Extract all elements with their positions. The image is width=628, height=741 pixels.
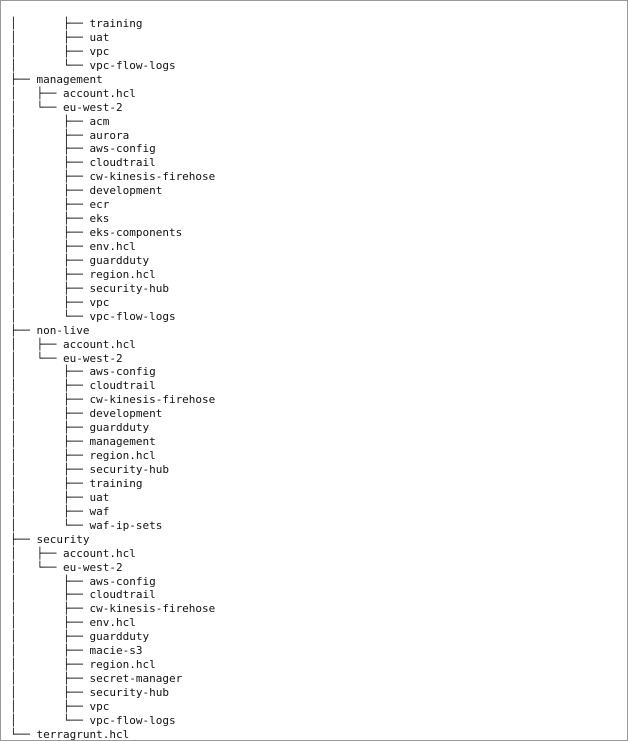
tree-line: │ ├── secret-manager [10,672,183,686]
tree-line: ├── non-live [10,323,90,337]
tree-line: │ └── eu-west-2 [10,351,123,365]
tree-line: │ ├── aws-config [10,574,156,588]
tree-line: │ ├── training [10,17,143,30]
tree-line: │ ├── eks [10,212,110,226]
tree-line: │ └── vpc-flow-logs [10,58,176,72]
tree-line: │ ├── account.hcl [10,86,136,100]
tree-line: └── terragrunt.hcl [10,727,130,741]
tree-line: │ ├── account.hcl [10,546,136,560]
tree-line: │ ├── cloudtrail [10,379,156,393]
tree-line: │ ├── account.hcl [10,337,136,351]
tree-line: │ ├── cw-kinesis-firehose [10,170,216,184]
tree-line: │ ├── management [10,435,156,449]
tree-line: │ ├── vpc [10,44,110,58]
tree-line: │ ├── uat [10,30,110,44]
tree-line: ├── management [10,72,103,86]
tree-line: │ ├── aurora [10,128,130,142]
tree-line: │ ├── cloudtrail [10,588,156,602]
tree-line: │ ├── macie-s3 [10,644,143,658]
tree-line: │ └── eu-west-2 [10,100,123,114]
tree-line: │ ├── env.hcl [10,240,136,253]
tree-line: ├── security [10,532,90,546]
tree-line: │ ├── cw-kinesis-firehose [10,602,216,616]
tree-line: │ └── vpc-flow-logs [10,309,176,323]
tree-line: │ ├── security-hub [10,686,169,699]
tree-line: │ ├── env.hcl [10,616,136,630]
tree-line: │ ├── waf [10,504,110,518]
tree-line: │ ├── region.hcl [10,658,156,672]
tree-line: │ ├── security-hub [10,281,169,295]
tree-line: │ ├── training [10,476,143,490]
tree-line: │ ├── acm [10,114,110,128]
tree-line: │ ├── aws-config [10,142,156,156]
tree-line: │ ├── vpc [10,295,110,309]
tree-line: │ ├── eks-components [10,226,183,240]
tree-line: │ ├── security-hub [10,463,169,476]
tree-line: │ ├── development [10,407,163,421]
tree-line: │ ├── cw-kinesis-firehose [10,393,216,407]
tree-line: │ └── waf-ip-sets [10,518,163,532]
tree-line: │ ├── aws-config [10,365,156,379]
tree-line: │ ├── guardduty [10,630,150,644]
tree-line: │ ├── ecr [10,198,110,212]
tree-line: │ ├── development [10,184,163,198]
tree-line: │ └── vpc-flow-logs [10,713,176,727]
tree-line: │ ├── guardduty [10,253,150,267]
tree-line: │ ├── region.hcl [10,449,156,463]
tree-line: │ ├── guardduty [10,421,150,435]
tree-line: │ ├── region.hcl [10,267,156,281]
tree-line: │ ├── vpc [10,699,110,713]
tree-line: │ ├── uat [10,490,110,504]
tree-line: │ └── eu-west-2 [10,560,123,574]
tree-line: │ ├── cloudtrail [10,156,156,170]
directory-tree [10,17,623,741]
